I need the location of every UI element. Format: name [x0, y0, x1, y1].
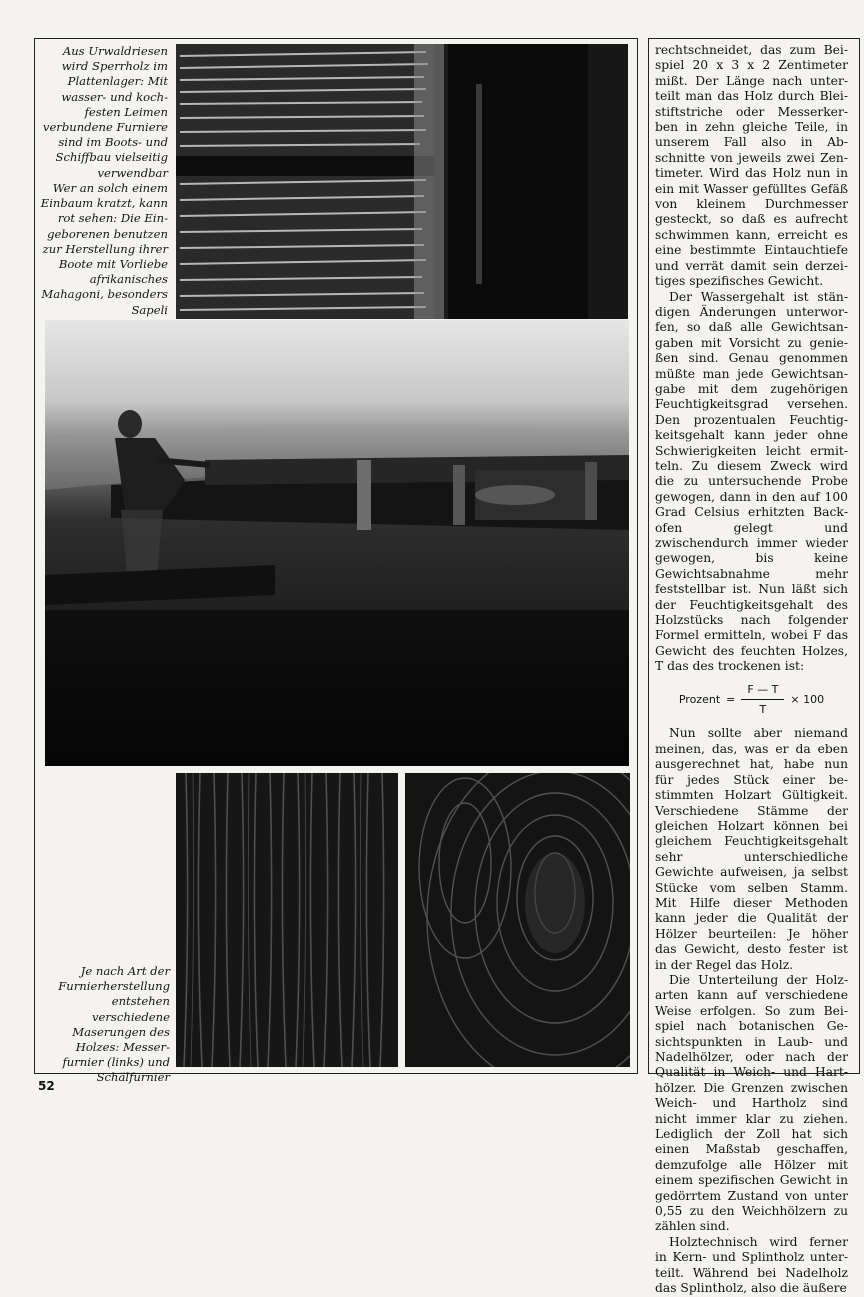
caption-veneer [40, 964, 170, 1086]
caption-plywood [40, 44, 168, 181]
caption-veneer-text: Je nach Art der Furnierherstellung entstehen verschiedene Maserungen des Holzes: Messerfurnier (links) und Schälfurnier [58, 964, 170, 1085]
plywood-stack-photo [176, 44, 628, 319]
caption-canoe-text: Wer an solch einem Einbaum kratzt, kann rot sehen: Die Eingeborenen benutzen zur Herstellung ihrer Boote mit Vorliebe afrikanisches Mahagoni, besonders Sapeli [40, 181, 168, 317]
page-number: 52 [38, 1079, 55, 1093]
caption-plywood-text: Aus Urwaldriesen wird Sperrholz im Plattenlager: Mit wasser- und kochfesten Leimen verbundene Furniere sind im Boots- und Schiffbau vielseitig verwendbar [42, 44, 168, 180]
article-paragraph: rechtschneidet, das zum Beispiel 20 x 3 x 2 Zentimeter mißt. Der Länge nach unterteilt man das Holz durch Bleistiftstriche oder Messerkerben in zehn gleiche Teile, in unserem Fall also in Abschnitte von jeweils zwei Zentimeter. Wird das Holz nun in ein mit Wasser gefülltes Gefäß von kleinem Durchmesser gesteckt, so daß es aufrecht schwimmen kann, erreicht es eine bestimmte Eintauchtiefe und verrät damit sein derzeitiges spezifisches Gewicht. [655, 43, 848, 289]
formula-fraction [741, 682, 784, 718]
rotary-veneer-photo [405, 773, 630, 1067]
formula-numerator: F — T [741, 682, 784, 700]
article-paragraph: Der Wassergehalt ist ständigen Änderungen unterworfen, so daß alle Gewichtsangaben mit Vorsicht zu genießen sind. Genau genommen müßte man jede Gewichtsangabe mit dem zugehörigen Feuchtigkeitsgrad versehen. Den prozentualen Feuchtigkeitsgehalt kann jeder ohne Schwierigkeiten leicht ermitteln. Zu diesem Zweck wird die zu untersuchende Probe gewogen, dann in den auf 100 Grad Celsius erhitzten Backofen gelegt und zwischendurch immer wieder gewogen, bis keine Gewichtsabnahme mehr feststellbar ist. Nun läßt sich der Feuchtigkeitsgehalt des Holzstücks nach folgender Formel ermitteln, wobei F das Gewicht des feuchten Holzes, T das des trockenen ist: [655, 289, 848, 674]
article-paragraph: Holztechnisch wird ferner in Kern- und Splintholz unterteilt. Während bei Nadelholz das Splintholz, also die äußere [655, 1234, 848, 1296]
article-column [655, 43, 848, 1297]
formula-denominator: T [759, 703, 767, 717]
formula-multiplier: × 100 [790, 692, 825, 706]
article-paragraph: Nun sollte aber niemand meinen, das, was er da eben ausgerechnet hat, habe nun für jedes Stück einer bestimmten Holzart Gültigkeit. Verschiedene Stämme der gleichen Holzart können bei gleichem Feuchtigkeitsgehalt sehr unterschiedliche Gewichte aufweisen, ja selbst Stücke vom selben Stamm. Mit Hilfe dieser Methoden kann jeder die Qualität der Hölzer beurteilen: Je höher das Gewicht, desto fester ist in der Regel das Holz. [655, 726, 848, 972]
article-paragraph: Die Unterteilung der Holzarten kann auf verschiedene Weise erfolgen. So zum Beispiel nach botanischen Gesichtspunkten in Laub- und Nadelhölzer, oder nach der Qualität in Weich- und Harthölzer. Die Grenzen zwischen Weich- und Hartholz sind nicht immer klar zu ziehen. Lediglich der Zoll hat sich einen Maßstab geschaffen, demzufolge alle Hölzer mit einem spezifischen Gewicht in gedörrtem Zustand von unter 0,55 zu den Weichhölzern zu zählen sind. [655, 972, 848, 1234]
canoe-photo [45, 320, 629, 766]
moisture-formula [655, 682, 848, 718]
caption-canoe [40, 181, 168, 318]
formula-lhs: Prozent [678, 692, 721, 706]
sliced-veneer-photo [176, 773, 398, 1067]
formula-equals: = [726, 692, 736, 706]
